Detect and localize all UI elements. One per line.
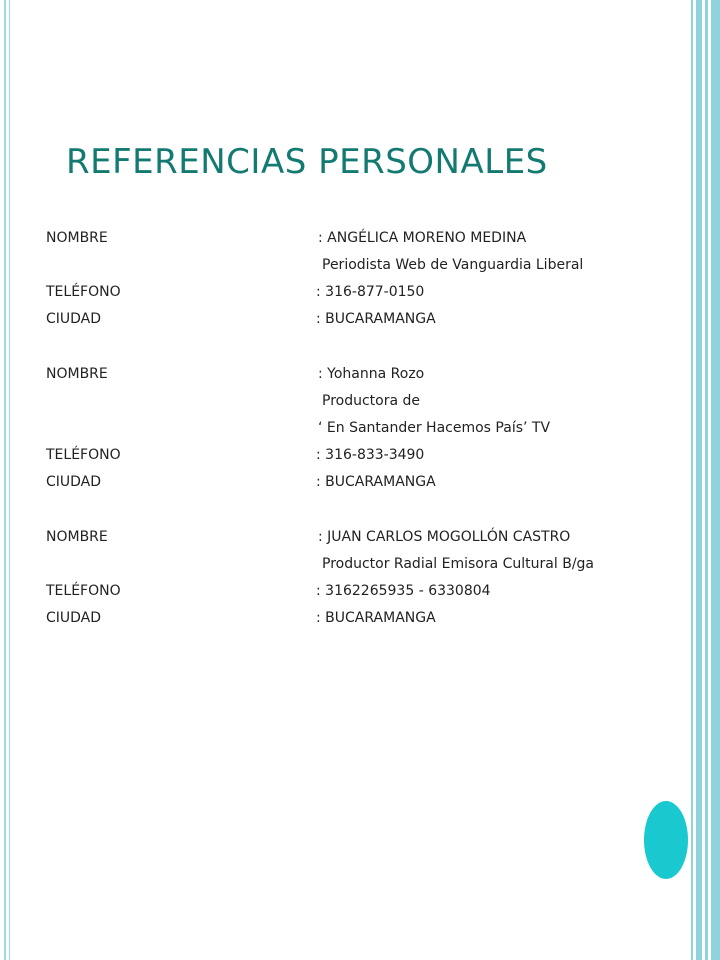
right-decor-bar	[705, 0, 708, 960]
left-border-line	[4, 0, 6, 960]
telefono-label: TELÉFONO	[46, 447, 121, 463]
telefono-label: TELÉFONO	[46, 583, 121, 599]
ciudad-value: : BUCARAMANGA	[316, 474, 436, 490]
right-decor-bar	[711, 0, 720, 960]
ciudad-label: CIUDAD	[46, 610, 102, 626]
left-border-line-thin	[9, 0, 10, 960]
telefono-value: : 3162265935 - 6330804	[316, 583, 491, 599]
telefono-value: : 316-833-3490	[316, 447, 425, 463]
nombre-label: NOMBRE	[46, 230, 108, 246]
ciudad-value: : BUCARAMANGA	[316, 610, 436, 626]
reference-detail: Periodista Web de Vanguardia Liberal	[322, 257, 584, 273]
telefono-label: TELÉFONO	[46, 284, 121, 300]
ciudad-label: CIUDAD	[46, 474, 102, 490]
reference-detail: Productora de	[322, 393, 421, 409]
right-decor-bar	[696, 0, 702, 960]
reference-detail: ‘ En Santander Hacemos País’ TV	[318, 420, 551, 436]
nombre-value: : Yohanna Rozo	[318, 366, 425, 382]
right-decor-bar	[691, 0, 693, 960]
decorative-oval	[642, 799, 690, 881]
nombre-value: : ANGÉLICA MORENO MEDINA	[318, 230, 527, 246]
telefono-value: : 316-877-0150	[316, 284, 425, 300]
ciudad-label: CIUDAD	[46, 311, 102, 327]
page-title: REFERENCIAS PERSONALES	[66, 142, 548, 182]
nombre-label: NOMBRE	[46, 529, 108, 545]
nombre-value: : JUAN CARLOS MOGOLLÓN CASTRO	[318, 529, 571, 545]
nombre-label: NOMBRE	[46, 366, 108, 382]
ciudad-value: : BUCARAMANGA	[316, 311, 436, 327]
reference-detail: Productor Radial Emisora Cultural B/ga	[322, 556, 595, 572]
